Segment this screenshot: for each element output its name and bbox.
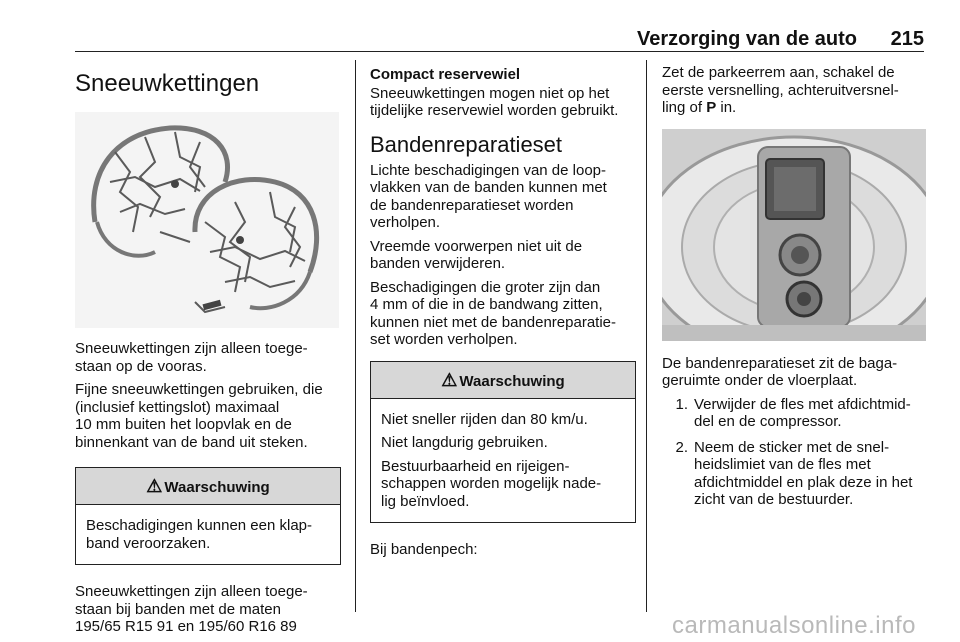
column-divider-left xyxy=(355,60,356,612)
middle-column xyxy=(370,64,636,565)
section-heading-snow-chains: Sneeuwkettingen xyxy=(75,70,260,97)
list-item xyxy=(662,439,928,509)
warning-title: Waarschuwing xyxy=(459,372,565,390)
step-number: 1. xyxy=(675,395,688,413)
warning-text: Niet sneller rijden dan 80 km/u. xyxy=(381,410,588,428)
paragraph: Beschadigingen die groter zijn dan 4 mm of die in de bandwang zitten, kunnen niet met de bandenreparatie- set worden verholpen. xyxy=(370,278,617,348)
instruction-steps xyxy=(662,396,928,509)
text-run: Zet de parkeerrem aan, schakel de eerste versnelling, achteruitversnel- ling of xyxy=(662,64,899,116)
snow-chains-drawing xyxy=(75,112,339,328)
header-rule xyxy=(75,51,924,52)
section-heading-repair-kit: Bandenreparatieset xyxy=(370,131,563,157)
paragraph: Sneeuwkettingen zijn alleen toege- staan bij banden met de maten 195/65 R15 91 en 195/60 R16 89 xyxy=(75,583,308,635)
warning-body xyxy=(76,505,340,564)
warning-text: Beschadigingen kunnen een klap- band veroorzaken. xyxy=(86,517,313,552)
step-number: 2. xyxy=(675,438,688,456)
repair-kit-in-cargo-floor-photo xyxy=(662,129,926,341)
warning-title: Waarschuwing xyxy=(164,479,270,496)
list-item xyxy=(662,396,928,431)
paragraph: Fijne sneeuwkettingen gebruiken, die (inclusief kettingslot) maximaal 10 mm buiten het loopvlak en de binnenkant van de band uit steken. xyxy=(75,381,323,451)
running-header-title: Verzorging van de auto xyxy=(636,28,857,50)
paragraph: De bandenreparatieset zit de baga- geruimte onder de vloerplaat. xyxy=(662,354,898,389)
subheading-compact-spare: Compact reservewiel xyxy=(370,66,521,83)
cargo-floor-drawing xyxy=(662,129,926,341)
column-divider-right xyxy=(646,60,647,612)
left-column xyxy=(75,64,341,642)
warning-box xyxy=(75,467,341,565)
paragraph: Vreemde voorwerpen niet uit de banden verwijderen. xyxy=(370,237,583,272)
step-text: Verwijder de fles met afdichtmid- del en de compressor. xyxy=(694,395,911,430)
paragraph xyxy=(662,64,928,117)
gear-position-p: P xyxy=(706,99,717,116)
paragraph: Lichte beschadigingen van de loop- vlakken van de banden kunnen met de bandenreparatieset worden verholpen. xyxy=(370,161,607,231)
watermark: carmanualsonline.info xyxy=(672,612,916,639)
warning-header xyxy=(76,468,340,505)
warning-triangle-icon: ⚠ xyxy=(441,369,458,390)
page-number: 215 xyxy=(890,28,924,50)
text-run: in. xyxy=(716,99,737,116)
warning-box xyxy=(370,361,636,524)
warning-body xyxy=(371,399,635,523)
warning-text: Bestuurbaarheid en rijeigen- schappen worden mogelijk nade- lig beïnvloed. xyxy=(381,457,602,510)
right-column xyxy=(662,64,928,517)
paragraph: Sneeuwkettingen mogen niet op het tijdelijke reservewiel worden gebruikt. xyxy=(370,84,619,119)
snow-chains-illustration xyxy=(75,112,339,328)
warning-triangle-icon: ⚠ xyxy=(146,476,163,496)
step-text: Neem de sticker met de snel- heidslimiet van de fles met afdichtmiddel en plak deze in het zicht van de bestuurder. xyxy=(694,438,913,508)
paragraph: Sneeuwkettingen zijn alleen toege- staan op de vooras. xyxy=(75,340,308,375)
warning-header xyxy=(371,362,635,399)
paragraph: Bij bandenpech: xyxy=(370,541,478,558)
warning-text: Niet langdurig gebruiken. xyxy=(381,434,548,451)
